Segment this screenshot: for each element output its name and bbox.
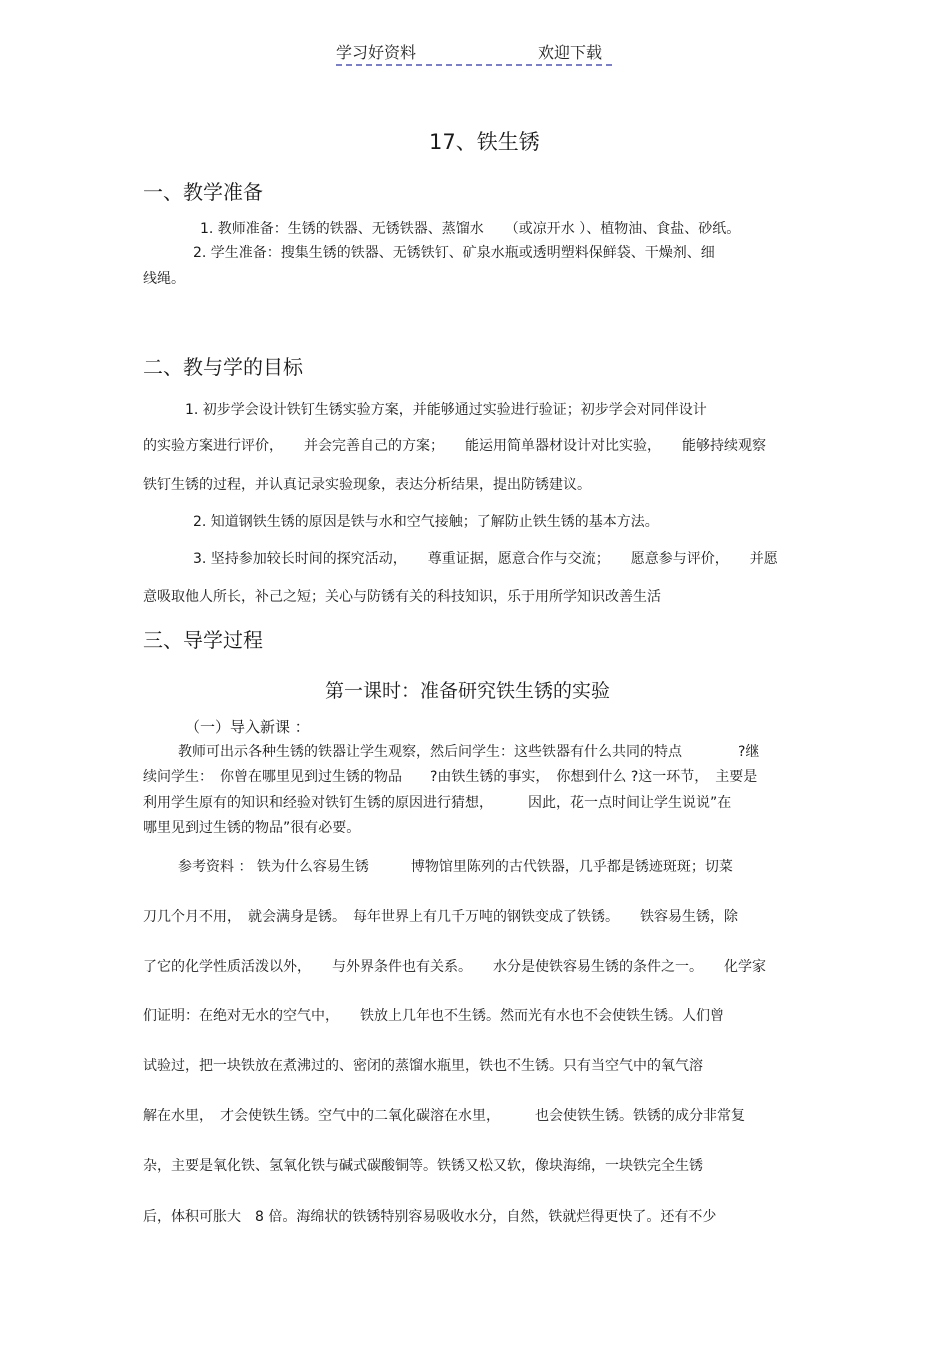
text-line: 解在水里， 才会使铁生锈。空气中的二氧化碳溶在水里， 也会使铁生锈。铁锈的成分非常复 <box>143 1108 745 1124</box>
text-line: 后，体积可胀大 8 倍。海绵状的铁锈特别容易吸收水分，自然，铁就烂得更快了。还有不少 <box>143 1209 717 1225</box>
header-right-text: 欢迎下载 <box>538 43 603 62</box>
section-heading-preparation: 一、教学准备 <box>143 180 263 204</box>
text-line: 刀几个月不用， 就会满身是锈。 每年世界上有几千万吨的钢铁变成了铁锈。 铁容易生锈，除 <box>143 909 738 925</box>
section-heading-process: 三、导学过程 <box>143 628 263 652</box>
text-line: 续问学生： 你曾在哪里见到过生锈的物品 ?由铁生锈的事实， 你想到什么 ?这一环节， 主要是 <box>143 769 758 785</box>
header-dashed-rule <box>336 64 612 66</box>
text-line: 杂，主要是氧化铁、氢氧化铁与碱式碳酸铜等。铁锈又松又软，像块海绵，一块铁完全生锈 <box>143 1158 703 1174</box>
text-line: 1. 初步学会设计铁钉生锈实验方案，并能够通过实验进行验证；初步学会对同伴设计 <box>185 402 707 418</box>
sub-heading-intro: （一）导入新课 ： <box>185 718 310 736</box>
text-line: 参考资料 ： 铁为什么容易生锈 博物馆里陈列的古代铁器，几乎都是锈迹斑斑；切菜 <box>178 859 733 875</box>
text-line: 们证明：在绝对无水的空气中， 铁放上几年也不生锈。然而光有水也不会使铁生锈。人们曾 <box>143 1008 724 1024</box>
text-line: 的实验方案进行评价， 并会完善自己的方案； 能运用简单器材设计对比实验， 能够持续观察 <box>143 438 766 454</box>
document-title: 17、铁生锈 <box>429 130 540 154</box>
section-heading-objectives: 二、教与学的目标 <box>143 355 303 379</box>
text-line: 意吸取他人所长，补己之短；关心与防锈有关的科技知识，乐于用所学知识改善生活 <box>143 589 661 605</box>
text-line: 2. 学生准备：搜集生锈的铁器、无锈铁钉、矿泉水瓶或透明塑料保鲜袋、干燥剂、细 <box>193 245 715 261</box>
text-line: 3. 坚持参加较长时间的探究活动， 尊重证据，愿意合作与交流； 愿意参与评价， 并愿 <box>193 551 778 567</box>
text-line: 哪里见到过生锈的物品”很有必要。 <box>143 820 361 836</box>
text-line: 2. 知道钢铁生锈的原因是铁与水和空气接触；了解防止铁生锈的基本方法。 <box>193 514 659 530</box>
header-left-text: 学习好资料 <box>336 43 417 62</box>
text-line: 了它的化学性质活泼以外， 与外界条件也有关系。 水分是使铁容易生锈的条件之一。 化学家 <box>143 959 766 975</box>
text-line: 1. 教师准备：生锈的铁器、无锈铁器、蒸馏水 （或凉开水 ）、植物油、食盐、砂纸。 <box>200 221 741 237</box>
text-line: 教师可出示各种生锈的铁器让学生观察，然后问学生：这些铁器有什么共同的特点 ?继 <box>178 744 760 760</box>
text-line: 线绳。 <box>143 271 185 287</box>
lesson-title: 第一课时：准备研究铁生锈的实验 <box>325 680 611 702</box>
text-line: 试验过，把一块铁放在煮沸过的、密闭的蒸馏水瓶里，铁也不生锈。只有当空气中的氧气溶 <box>143 1058 703 1074</box>
text-line: 铁钉生锈的过程，并认真记录实验现象，表达分析结果，提出防锈建议。 <box>143 477 591 493</box>
text-line: 利用学生原有的知识和经验对铁钉生锈的原因进行猜想， 因此，花一点时间让学生说说”在 <box>143 795 732 811</box>
